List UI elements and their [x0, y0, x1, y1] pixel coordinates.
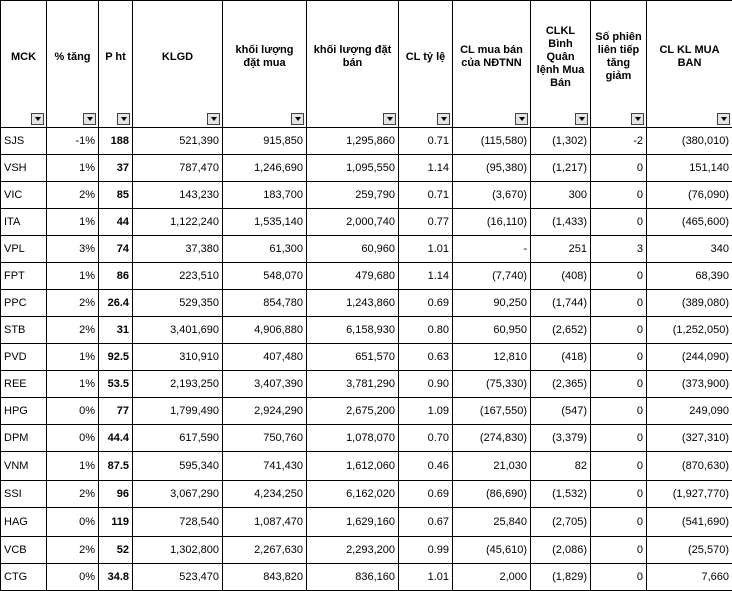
cell-klban: 6,162,020 — [307, 481, 399, 508]
cell-tang: 1% — [47, 452, 99, 481]
cell-tang: 2% — [47, 290, 99, 317]
cell-clklmb: 340 — [647, 236, 732, 263]
cell-tang: 2% — [47, 537, 99, 564]
cell-tang: 2% — [47, 481, 99, 508]
column-header-mck — [1, 1, 47, 128]
filter-dropdown-icon[interactable] — [83, 113, 96, 125]
cell-klban: 1,095,550 — [307, 155, 399, 182]
filter-dropdown-icon[interactable] — [437, 113, 450, 125]
filter-dropdown-icon[interactable] — [383, 113, 396, 125]
cell-sophien: 0 — [591, 317, 647, 344]
cell-tang: 2% — [47, 317, 99, 344]
cell-klgd: 143,230 — [133, 182, 223, 209]
cell-sophien: 0 — [591, 290, 647, 317]
table-row — [1, 290, 732, 317]
cell-cltyle: 0.67 — [399, 508, 453, 537]
cell-klmua: 2,924,290 — [223, 398, 307, 425]
cell-klgd: 3,067,290 — [133, 481, 223, 508]
cell-klmua: 407,480 — [223, 344, 307, 371]
cell-klgd: 523,470 — [133, 564, 223, 591]
chevron-down-icon — [441, 117, 447, 121]
cell-clklmb: (76,090) — [647, 182, 732, 209]
table-row — [1, 537, 732, 564]
cell-mck: HAG — [1, 508, 47, 537]
cell-klban: 1,243,860 — [307, 290, 399, 317]
table-row — [1, 236, 732, 263]
cell-sophien: 0 — [591, 344, 647, 371]
cell-mck: DPM — [1, 425, 47, 452]
cell-klban: 1,078,070 — [307, 425, 399, 452]
cell-clndtnn: (75,330) — [453, 371, 531, 398]
table-row — [1, 564, 732, 591]
cell-clndtnn: (3,670) — [453, 182, 531, 209]
cell-tang: 0% — [47, 398, 99, 425]
cell-klmua: 1,087,470 — [223, 508, 307, 537]
cell-mck: SJS — [1, 128, 47, 155]
cell-klmua: 1,535,140 — [223, 209, 307, 236]
cell-clndtnn: (95,380) — [453, 155, 531, 182]
cell-klmua: 854,780 — [223, 290, 307, 317]
cell-clkl: (408) — [531, 263, 591, 290]
cell-pht: 52 — [99, 537, 133, 564]
cell-clklmb: (870,630) — [647, 452, 732, 481]
chevron-down-icon — [519, 117, 525, 121]
cell-klgd: 2,193,250 — [133, 371, 223, 398]
cell-mck: VSH — [1, 155, 47, 182]
cell-clklmb: (541,690) — [647, 508, 732, 537]
cell-klmua: 3,407,390 — [223, 371, 307, 398]
cell-sophien: 0 — [591, 398, 647, 425]
table-row — [1, 425, 732, 452]
cell-tang: 1% — [47, 371, 99, 398]
cell-cltyle: 1.01 — [399, 564, 453, 591]
cell-clndtnn: (45,610) — [453, 537, 531, 564]
cell-clklmb: 7,660 — [647, 564, 732, 591]
cell-klban: 479,680 — [307, 263, 399, 290]
cell-sophien: 3 — [591, 236, 647, 263]
cell-cltyle: 1.09 — [399, 398, 453, 425]
cell-klban: 1,612,060 — [307, 452, 399, 481]
cell-tang: 0% — [47, 508, 99, 537]
cell-tang: 1% — [47, 263, 99, 290]
cell-klban: 6,158,930 — [307, 317, 399, 344]
column-header-label: CL tỷ lệ — [402, 51, 449, 64]
cell-clndtnn: - — [453, 236, 531, 263]
cell-clndtnn: 12,810 — [453, 344, 531, 371]
header-row — [1, 1, 732, 128]
chevron-down-icon — [87, 117, 93, 121]
chevron-down-icon — [579, 117, 585, 121]
cell-pht: 44.4 — [99, 425, 133, 452]
cell-pht: 74 — [99, 236, 133, 263]
cell-klban: 651,570 — [307, 344, 399, 371]
cell-tang: 0% — [47, 425, 99, 452]
column-header-clklmb — [647, 1, 732, 128]
cell-klmua: 741,430 — [223, 452, 307, 481]
cell-clkl: (3,379) — [531, 425, 591, 452]
cell-clklmb: 151,140 — [647, 155, 732, 182]
cell-klban: 1,629,160 — [307, 508, 399, 537]
cell-cltyle: 0.71 — [399, 128, 453, 155]
table-row — [1, 344, 732, 371]
cell-clkl: 82 — [531, 452, 591, 481]
cell-clkl: (1,532) — [531, 481, 591, 508]
column-header-clndtnn — [453, 1, 531, 128]
cell-klgd: 521,390 — [133, 128, 223, 155]
cell-klgd: 595,340 — [133, 452, 223, 481]
cell-cltyle: 0.70 — [399, 425, 453, 452]
cell-pht: 77 — [99, 398, 133, 425]
cell-clkl: (1,829) — [531, 564, 591, 591]
cell-mck: VNM — [1, 452, 47, 481]
column-header-label: % tăng — [50, 51, 95, 64]
cell-clndtnn: 21,030 — [453, 452, 531, 481]
cell-klgd: 617,590 — [133, 425, 223, 452]
cell-clklmb: (1,927,770) — [647, 481, 732, 508]
chevron-down-icon — [35, 117, 41, 121]
cell-sophien: 0 — [591, 425, 647, 452]
cell-cltyle: 0.90 — [399, 371, 453, 398]
cell-clkl: 300 — [531, 182, 591, 209]
cell-clndtnn: (16,110) — [453, 209, 531, 236]
cell-clklmb: 68,390 — [647, 263, 732, 290]
cell-klban: 3,781,290 — [307, 371, 399, 398]
cell-cltyle: 0.63 — [399, 344, 453, 371]
chevron-down-icon — [721, 117, 727, 121]
column-header-label: CL mua bán của NĐTNN — [456, 44, 527, 70]
cell-sophien: 0 — [591, 508, 647, 537]
chevron-down-icon — [121, 117, 127, 121]
cell-klgd: 529,350 — [133, 290, 223, 317]
table-row — [1, 128, 732, 155]
cell-klgd: 787,470 — [133, 155, 223, 182]
cell-klmua: 2,267,630 — [223, 537, 307, 564]
column-header-pht — [99, 1, 133, 128]
cell-cltyle: 1.14 — [399, 155, 453, 182]
cell-clndtnn: (274,830) — [453, 425, 531, 452]
filter-dropdown-icon[interactable] — [631, 113, 644, 125]
cell-sophien: 0 — [591, 564, 647, 591]
cell-cltyle: 0.69 — [399, 481, 453, 508]
cell-pht: 96 — [99, 481, 133, 508]
cell-clkl: 251 — [531, 236, 591, 263]
cell-pht: 119 — [99, 508, 133, 537]
chevron-down-icon — [635, 117, 641, 121]
cell-clklmb: (373,900) — [647, 371, 732, 398]
cell-clndtnn: 2,000 — [453, 564, 531, 591]
cell-sophien: 0 — [591, 182, 647, 209]
cell-pht: 34.8 — [99, 564, 133, 591]
table-row — [1, 371, 732, 398]
cell-klmua: 183,700 — [223, 182, 307, 209]
filter-dropdown-icon[interactable] — [31, 113, 44, 125]
cell-mck: VIC — [1, 182, 47, 209]
table-row — [1, 182, 732, 209]
cell-sophien: 0 — [591, 452, 647, 481]
cell-klgd: 1,799,490 — [133, 398, 223, 425]
table-body — [1, 128, 732, 591]
column-header-tang — [47, 1, 99, 128]
cell-sophien: 0 — [591, 209, 647, 236]
cell-clkl: (2,365) — [531, 371, 591, 398]
cell-klmua: 4,234,250 — [223, 481, 307, 508]
cell-clndtnn: (167,550) — [453, 398, 531, 425]
column-header-label: CLKL Bình Quân lệnh Mua Bán — [534, 25, 587, 90]
cell-clkl: (1,433) — [531, 209, 591, 236]
cell-mck: VPL — [1, 236, 47, 263]
filter-dropdown-icon[interactable] — [515, 113, 528, 125]
cell-clklmb: (1,252,050) — [647, 317, 732, 344]
cell-mck: HPG — [1, 398, 47, 425]
table-row — [1, 263, 732, 290]
table-row — [1, 508, 732, 537]
column-header-klmua — [223, 1, 307, 128]
filter-dropdown-icon[interactable] — [117, 113, 130, 125]
chevron-down-icon — [387, 117, 393, 121]
cell-cltyle: 1.01 — [399, 236, 453, 263]
cell-mck: REE — [1, 371, 47, 398]
cell-sophien: 0 — [591, 371, 647, 398]
cell-klgd: 223,510 — [133, 263, 223, 290]
cell-klgd: 1,122,240 — [133, 209, 223, 236]
cell-klmua: 548,070 — [223, 263, 307, 290]
table-row — [1, 398, 732, 425]
column-header-klban — [307, 1, 399, 128]
cell-sophien: 0 — [591, 155, 647, 182]
cell-mck: PPC — [1, 290, 47, 317]
cell-clndtnn: 60,950 — [453, 317, 531, 344]
cell-klmua: 750,760 — [223, 425, 307, 452]
cell-tang: 2% — [47, 182, 99, 209]
table-row — [1, 317, 732, 344]
cell-tang: 0% — [47, 564, 99, 591]
cell-klgd: 1,302,800 — [133, 537, 223, 564]
cell-cltyle: 0.46 — [399, 452, 453, 481]
cell-clkl: (1,217) — [531, 155, 591, 182]
table-header — [1, 1, 732, 128]
cell-klgd: 3,401,690 — [133, 317, 223, 344]
cell-cltyle: 0.71 — [399, 182, 453, 209]
filter-dropdown-icon[interactable] — [207, 113, 220, 125]
cell-mck: PVD — [1, 344, 47, 371]
cell-klgd: 310,910 — [133, 344, 223, 371]
filter-dropdown-icon[interactable] — [717, 113, 730, 125]
cell-klban: 259,790 — [307, 182, 399, 209]
cell-pht: 86 — [99, 263, 133, 290]
cell-tang: 1% — [47, 209, 99, 236]
cell-pht: 92.5 — [99, 344, 133, 371]
cell-clkl: (2,652) — [531, 317, 591, 344]
column-header-klgd — [133, 1, 223, 128]
cell-klmua: 915,850 — [223, 128, 307, 155]
cell-klmua: 843,820 — [223, 564, 307, 591]
cell-klban: 836,160 — [307, 564, 399, 591]
cell-mck: SSI — [1, 481, 47, 508]
cell-sophien: 0 — [591, 537, 647, 564]
cell-klban: 1,295,860 — [307, 128, 399, 155]
cell-mck: ITA — [1, 209, 47, 236]
cell-clkl: (547) — [531, 398, 591, 425]
cell-sophien: -2 — [591, 128, 647, 155]
cell-mck: FPT — [1, 263, 47, 290]
cell-mck: STB — [1, 317, 47, 344]
cell-klmua: 1,246,690 — [223, 155, 307, 182]
column-header-label: CL KL MUA BAN — [650, 44, 729, 70]
cell-pht: 31 — [99, 317, 133, 344]
cell-clndtnn: 25,840 — [453, 508, 531, 537]
cell-klban: 2,000,740 — [307, 209, 399, 236]
cell-sophien: 0 — [591, 481, 647, 508]
cell-clndtnn: (115,580) — [453, 128, 531, 155]
column-header-label: khối lượng đặt bán — [310, 44, 395, 70]
cell-pht: 85 — [99, 182, 133, 209]
cell-cltyle: 1.14 — [399, 263, 453, 290]
cell-klgd: 728,540 — [133, 508, 223, 537]
filter-dropdown-icon[interactable] — [575, 113, 588, 125]
cell-cltyle: 0.80 — [399, 317, 453, 344]
cell-klmua: 4,906,880 — [223, 317, 307, 344]
chevron-down-icon — [211, 117, 217, 121]
chevron-down-icon — [295, 117, 301, 121]
table-row — [1, 209, 732, 236]
cell-mck: VCB — [1, 537, 47, 564]
column-header-label: Số phiên liên tiếp tăng giảm — [594, 31, 643, 83]
cell-clkl: (1,744) — [531, 290, 591, 317]
column-header-clkl — [531, 1, 591, 128]
cell-mck: CTG — [1, 564, 47, 591]
cell-pht: 188 — [99, 128, 133, 155]
cell-clklmb: (465,600) — [647, 209, 732, 236]
cell-clklmb: (327,310) — [647, 425, 732, 452]
filter-dropdown-icon[interactable] — [291, 113, 304, 125]
cell-clkl: (1,302) — [531, 128, 591, 155]
cell-tang: -1% — [47, 128, 99, 155]
column-header-label: khối lượng đặt mua — [226, 44, 303, 70]
cell-clkl: (418) — [531, 344, 591, 371]
cell-clklmb: (244,090) — [647, 344, 732, 371]
cell-pht: 87.5 — [99, 452, 133, 481]
column-header-sophien — [591, 1, 647, 128]
cell-clklmb: (389,080) — [647, 290, 732, 317]
cell-clndtnn: (7,740) — [453, 263, 531, 290]
column-header-label: KLGD — [136, 51, 219, 64]
column-header-label: MCK — [4, 51, 43, 64]
cell-klban: 2,675,200 — [307, 398, 399, 425]
cell-klban: 2,293,200 — [307, 537, 399, 564]
cell-clklmb: 249,090 — [647, 398, 732, 425]
table-row — [1, 155, 732, 182]
cell-tang: 3% — [47, 236, 99, 263]
cell-tang: 1% — [47, 155, 99, 182]
cell-pht: 44 — [99, 209, 133, 236]
column-header-cltyle — [399, 1, 453, 128]
cell-clklmb: (25,570) — [647, 537, 732, 564]
cell-pht: 53.5 — [99, 371, 133, 398]
table-row — [1, 481, 732, 508]
cell-klmua: 61,300 — [223, 236, 307, 263]
cell-clkl: (2,705) — [531, 508, 591, 537]
cell-clndtnn: (86,690) — [453, 481, 531, 508]
cell-clndtnn: 90,250 — [453, 290, 531, 317]
cell-clklmb: (380,010) — [647, 128, 732, 155]
cell-sophien: 0 — [591, 263, 647, 290]
cell-cltyle: 0.77 — [399, 209, 453, 236]
cell-pht: 26.4 — [99, 290, 133, 317]
cell-pht: 37 — [99, 155, 133, 182]
cell-cltyle: 0.69 — [399, 290, 453, 317]
cell-klgd: 37,380 — [133, 236, 223, 263]
column-header-label: P ht — [102, 51, 129, 64]
cell-klban: 60,960 — [307, 236, 399, 263]
cell-clkl: (2,086) — [531, 537, 591, 564]
cell-tang: 1% — [47, 344, 99, 371]
table-row — [1, 452, 732, 481]
cell-cltyle: 0.99 — [399, 537, 453, 564]
